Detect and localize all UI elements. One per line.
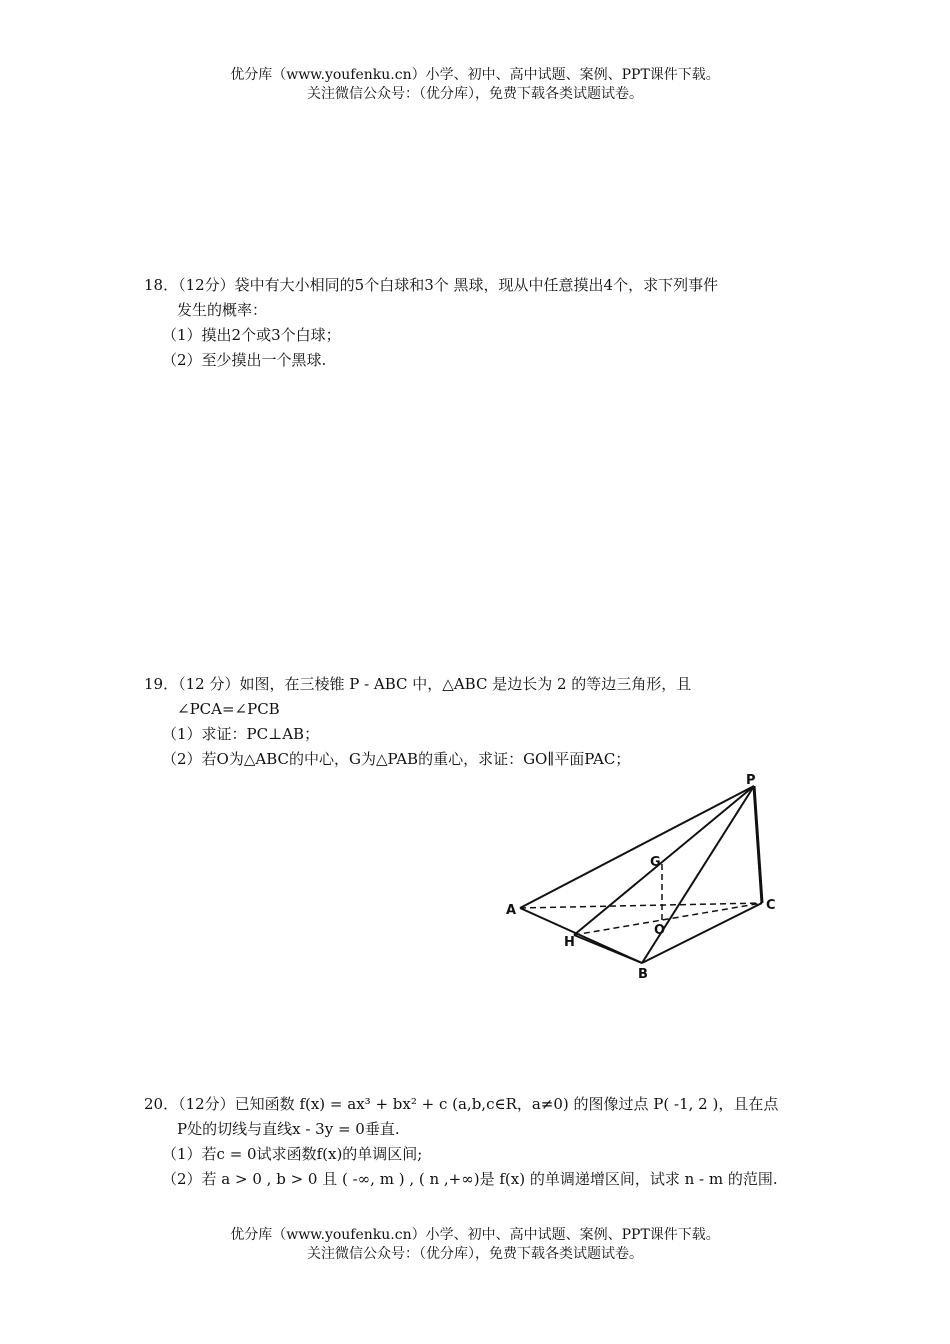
- label-P: P: [746, 773, 756, 788]
- edge-PA: [520, 786, 754, 908]
- footer-line-1: 优分库（www.youfenku.cn）小学、初中、高中试题、案例、PPT课件下载。: [230, 1227, 720, 1243]
- header-line-1: 优分库（www.youfenku.cn）小学、初中、高中试题、案例、PPT课件下载。: [230, 67, 720, 83]
- segment-HC-hidden: [574, 903, 762, 935]
- q20-part2: （2）若 a > 0 , b > 0 且 ( -∞, m ) , ( n ,+∞)是 f(x) 的单调递增区间，试求 n - m 的范围.: [162, 1170, 778, 1188]
- pyramid-diagram: [502, 772, 792, 984]
- label-G: G: [650, 855, 661, 870]
- footer-line-2: 关注微信公众号：（优分库），免费下载各类试题试卷。: [307, 1246, 643, 1262]
- label-O: O: [654, 923, 666, 938]
- label-H: H: [564, 935, 575, 950]
- q18-part1: （1）摸出2个或3个白球；: [162, 326, 341, 344]
- question-18: [144, 273, 808, 373]
- edge-AC-hidden: [520, 903, 762, 908]
- label-A: A: [506, 903, 517, 918]
- q19-part2: （2）若O为△ABC的中心，G为△PAB的重心，求证：GO∥平面PAC；: [162, 750, 631, 768]
- q20-stem-line2: P处的切线与直线x - 3y = 0垂直.: [177, 1120, 400, 1138]
- page-header: [0, 66, 950, 104]
- header-line-2: 关注微信公众号：（优分库），免费下载各类试题试卷。: [307, 86, 643, 102]
- q19-part1: （1）求证：PC⊥AB；: [162, 725, 320, 743]
- q19-stem-line2: ∠PCA=∠PCB: [177, 700, 280, 718]
- segment-HB: [574, 935, 642, 963]
- q18-stem-line2: 发生的概率：: [177, 301, 268, 319]
- q18-part2: （2）至少摸出一个黑球.: [162, 351, 327, 369]
- question-19: [144, 672, 808, 772]
- page-footer: [0, 1226, 950, 1264]
- label-C: C: [766, 898, 776, 913]
- q18-stem-line1: 18．（12分）袋中有大小相同的5个白球和3个 黑球，现从中任意摸出4个，求下列事件: [144, 276, 719, 294]
- q19-stem-line1: 19．（12 分）如图，在三棱锥 P - ABC 中，△ABC 是边长为 2 的等边三角形，且: [144, 675, 692, 693]
- q20-stem-line1: 20．（12分）已知函数 f(x) = ax³ + bx² + c (a,b,c∈R，a≠0) 的图像过点 P( -1, 2 )，且在点: [144, 1095, 779, 1113]
- pyramid-figure: [502, 772, 792, 984]
- question-20: [144, 1092, 808, 1192]
- edge-PC: [754, 786, 762, 903]
- q20-part1: （1）若c = 0试求函数f(x)的单调区间;: [162, 1145, 423, 1163]
- segment-PH: [574, 786, 754, 935]
- label-B: B: [638, 967, 648, 982]
